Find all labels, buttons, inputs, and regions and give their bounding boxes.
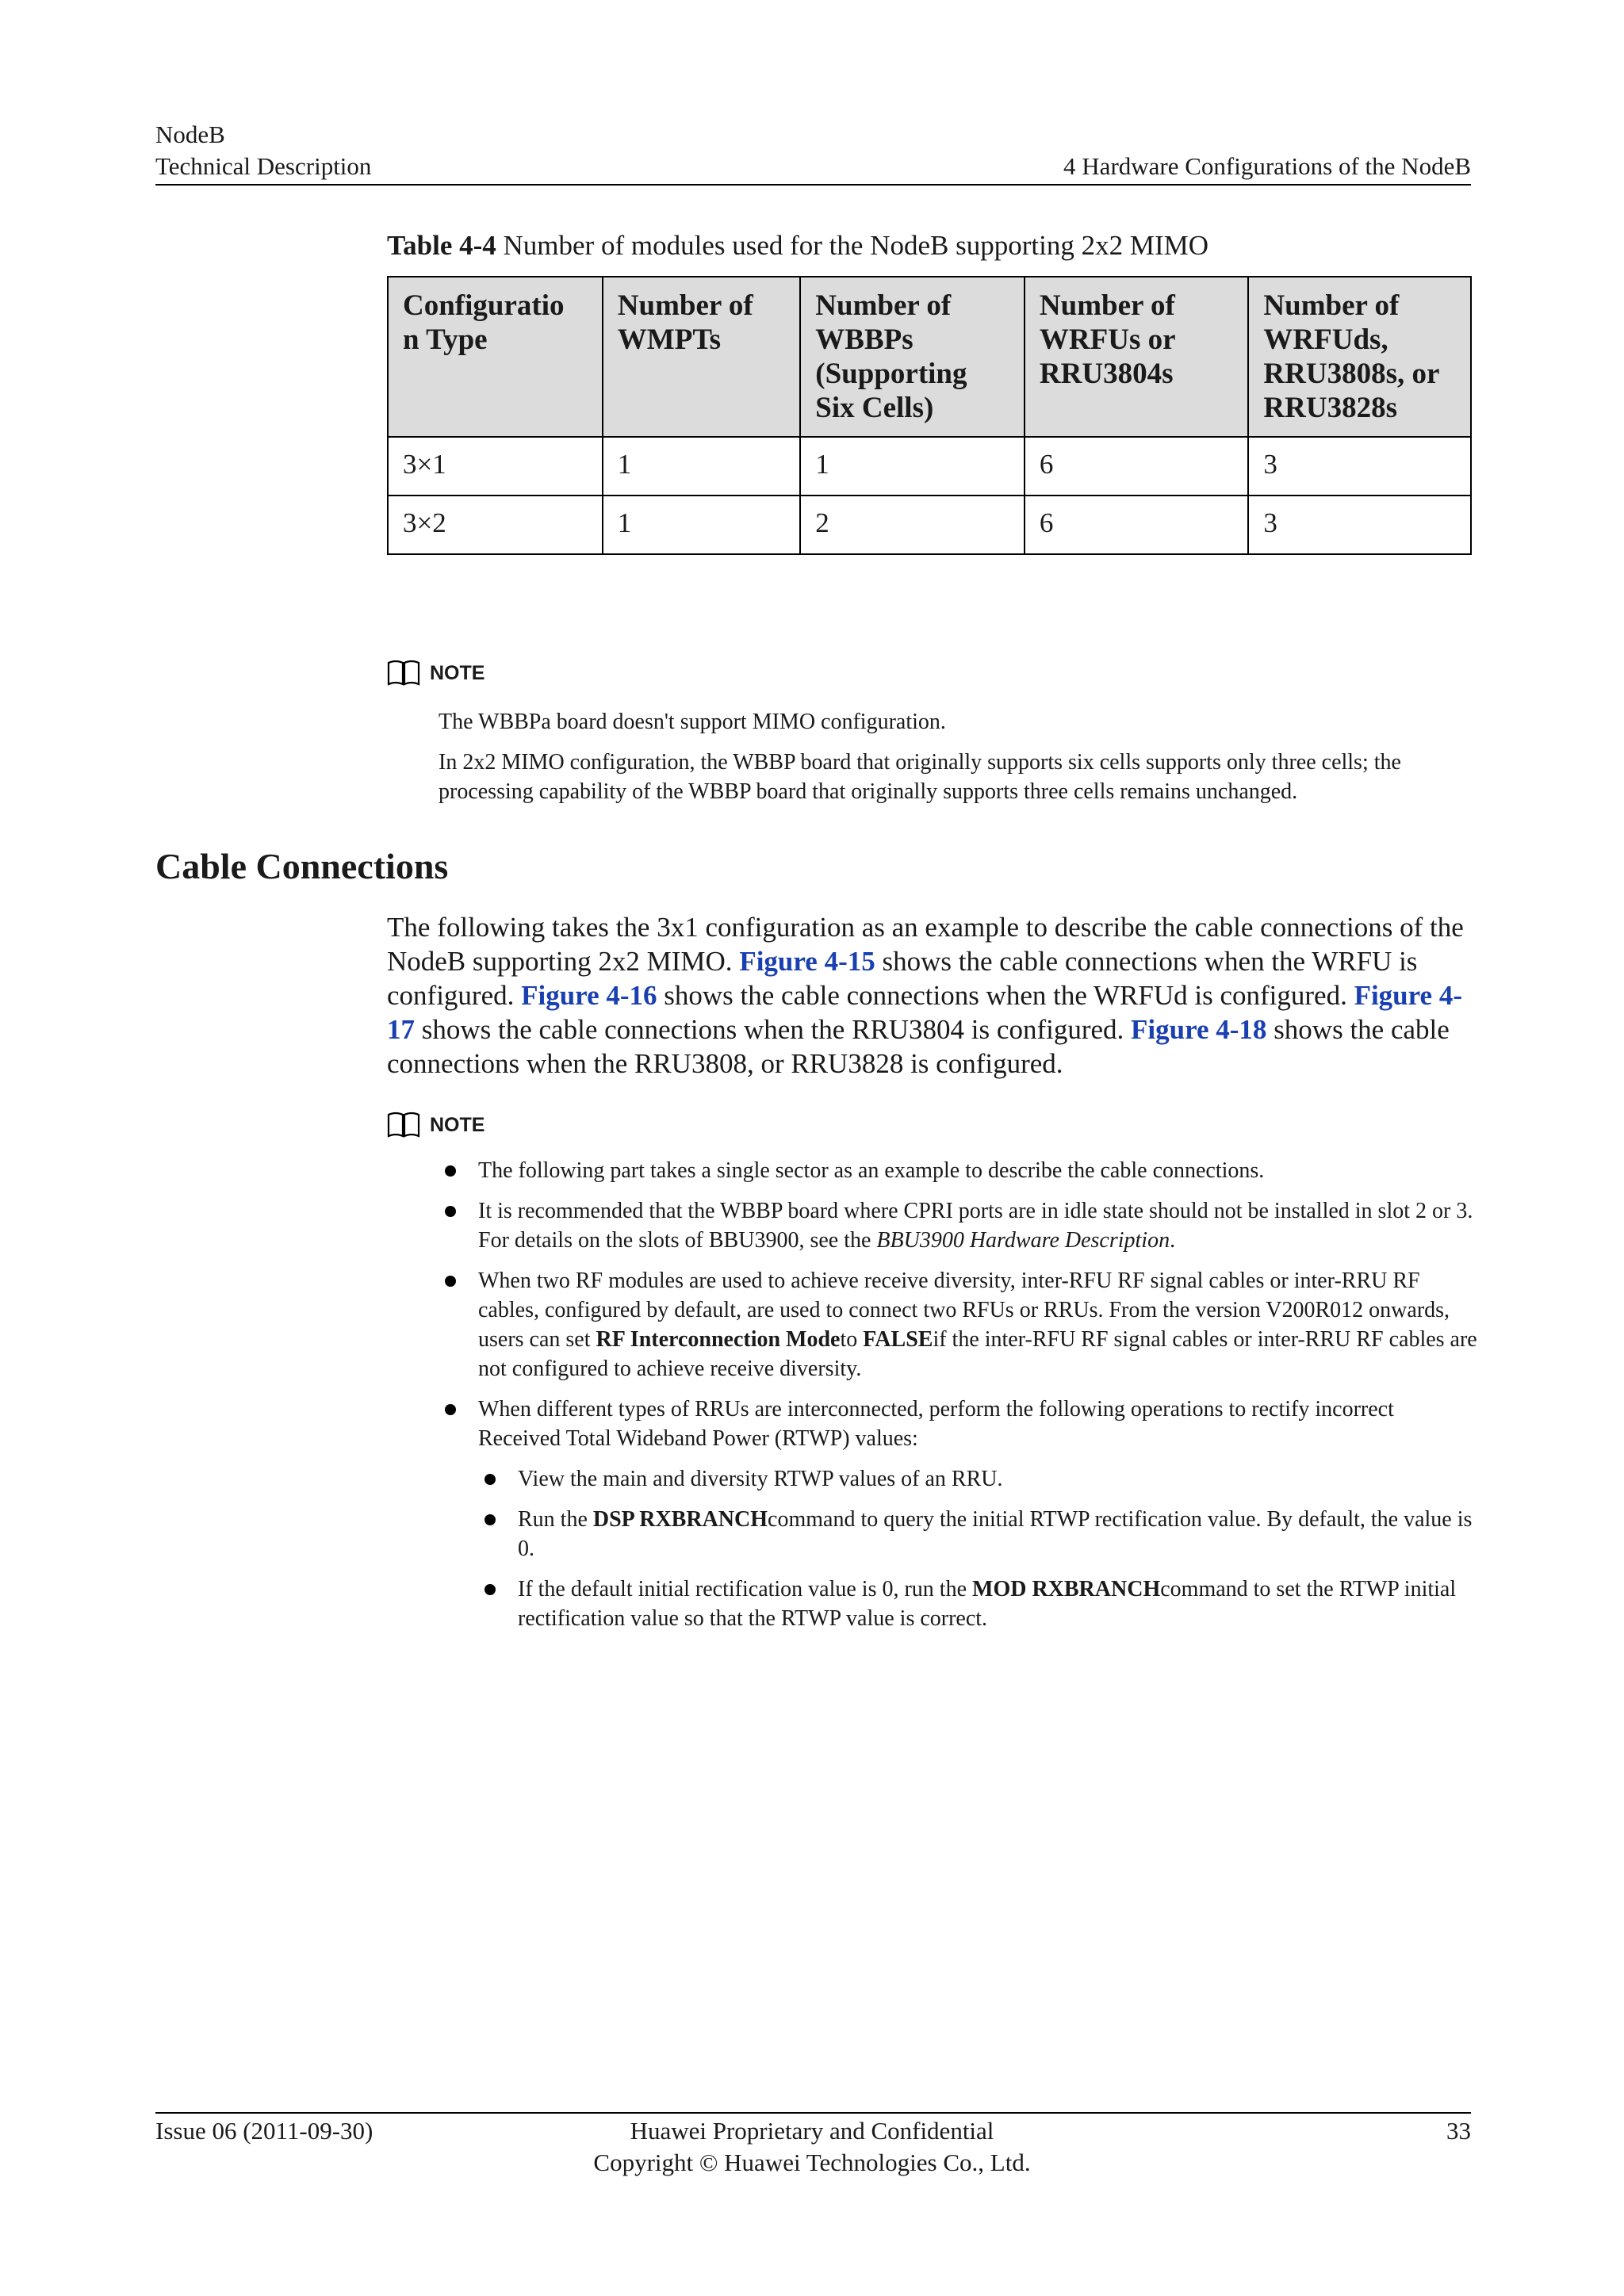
body-text: shows the cable connections when the WRFU is configured. [387,946,1418,1011]
list-item [439,1196,1477,1255]
table-cell: 3×2 [388,496,603,554]
col-header: Number of WBBPs (Supporting Six Cells) [800,277,1025,437]
note-body [439,707,1477,817]
col-header: Number of WMPTs [603,277,800,437]
page-header [155,119,1471,182]
table-caption [387,230,1208,262]
col-header: Number of WRFUds, RRU3808s, or RRU3828s [1248,277,1471,437]
table-cell: 2 [800,496,1025,554]
body-text: shows the cable connections when the RRU3804 is configured. [415,1014,1132,1045]
param-value: FALSE [863,1327,933,1352]
figure-link[interactable]: Figure 4-15 [739,946,875,977]
table-cell: 3 [1248,496,1471,554]
modules-table [387,276,1472,555]
figure-link[interactable]: Figure 4-16 [521,980,657,1011]
table-cell: 6 [1025,437,1249,496]
bullet-text: command to query the initial RTWP rectification value. By default, the value is 0. [518,1507,1473,1561]
list-item [439,1266,1477,1383]
figure-link[interactable]: Figure 4-18 [1131,1014,1267,1045]
table-cell: 1 [800,437,1025,496]
figure-link[interactable]: Figure 4-17 [387,980,1462,1045]
col-header: Configuratio n Type [388,277,603,437]
note-paragraph: In 2x2 MIMO configuration, the WBBP board that originally supports six cells supports only three cells; the processing capability of the WBBP board that originally supports three cells remains unchanged. [439,750,1401,804]
book-icon [387,660,420,687]
body-paragraph [387,910,1472,1081]
param-name: RF Interconnection Mode [596,1327,841,1352]
header-doc-title: Technical Description [155,152,372,180]
command-name: MOD RXBRANCH [972,1577,1161,1601]
book-icon [387,1112,420,1138]
section-title: Cable Connections [155,846,449,886]
list-item [439,1395,1477,1633]
table-cell: 3×1 [388,437,603,496]
bullet-text: If the default initial rectification value is 0, run the [518,1577,973,1601]
footer-proprietary: Huawei Proprietary and Confidential [630,2117,994,2145]
list-item [439,1156,1477,1185]
body-text: The following takes the 3x1 configuration as an example to describe the cable connections of the NodeB supporting 2x2 MIMO. [387,912,1464,977]
table-caption-label: Table 4-4 [387,230,496,261]
col-header: Number of WRFUs or RRU3804s [1025,277,1249,437]
bullet-text: command to set the RTWP initial rectification value so that the RTWP value is correct. [518,1577,1457,1631]
list-item [478,1505,1477,1563]
bullet-text: When two RF modules are used to achieve receive diversity, inter-RFU RF signal cables or inter-RRU RF cables, configured by default, are used to connect two RFUs or RRUs. From the version V200R012 onwards, users can set [478,1269,1450,1352]
footer-copyright: Copyright © Huawei Technologies Co., Ltd. [593,2149,1031,2176]
body-text: shows the cable connections when the WRFUd is configured. [657,980,1354,1011]
note-label: NOTE [430,1113,485,1136]
table-cell: 6 [1025,496,1249,554]
table-cell: 1 [603,496,800,554]
page-number: 33 [1446,2117,1471,2145]
body-text: shows the cable connections when the RRU3808, or RRU3828 is configured. [387,1014,1450,1079]
table-cell: 3 [1248,437,1471,496]
bullet-text: Run the [518,1507,593,1532]
doc-reference: BBU3900 Hardware Description [876,1228,1170,1253]
table-row [388,437,1471,496]
bullet-text: to [840,1327,864,1352]
bullet-text: When different types of RRUs are interconnected, perform the following operations to rectify incorrect Received Total Wideband Power (RTWP) values: [478,1397,1394,1451]
note-paragraph: The WBBPa board doesn't support MIMO configuration. [439,710,946,734]
header-rule [155,184,1471,186]
footer-issue: Issue 06 (2011-09-30) [155,2117,373,2145]
command-name: DSP RXBRANCH [592,1507,768,1532]
bullet-text: . [1170,1228,1176,1253]
list-item [478,1464,1477,1494]
table-row [388,496,1471,554]
header-chapter: 4 Hardware Configurations of the NodeB [1063,152,1471,180]
bullet-text: if the inter-RFU RF signal cables or inter-RRU RF cables are not configured to achieve receive diversity. [478,1327,1477,1381]
note-heading [387,1112,485,1138]
table-caption-text: Number of modules used for the NodeB supporting 2x2 MIMO [496,230,1208,261]
footer-center [0,2115,1624,2179]
footer-rule [155,2112,1471,2114]
header-product: NodeB [155,121,225,148]
note-heading [387,660,485,687]
table-header-row [388,277,1471,437]
note-bullet-list [439,1156,1477,1644]
bullet-text: It is recommended that the WBBP board where CPRI ports are in idle state should not be installed in slot 2 or 3. For details on the slots of BBU3900, see the [478,1199,1473,1253]
sub-bullet-list [478,1464,1477,1633]
table-cell: 1 [603,437,800,496]
list-item [478,1575,1477,1633]
bullet-text: The following part takes a single sector as an example to describe the cable connections. [478,1158,1265,1183]
note-label: NOTE [430,661,485,684]
bullet-text: View the main and diversity RTWP values of an RRU. [518,1467,1003,1491]
